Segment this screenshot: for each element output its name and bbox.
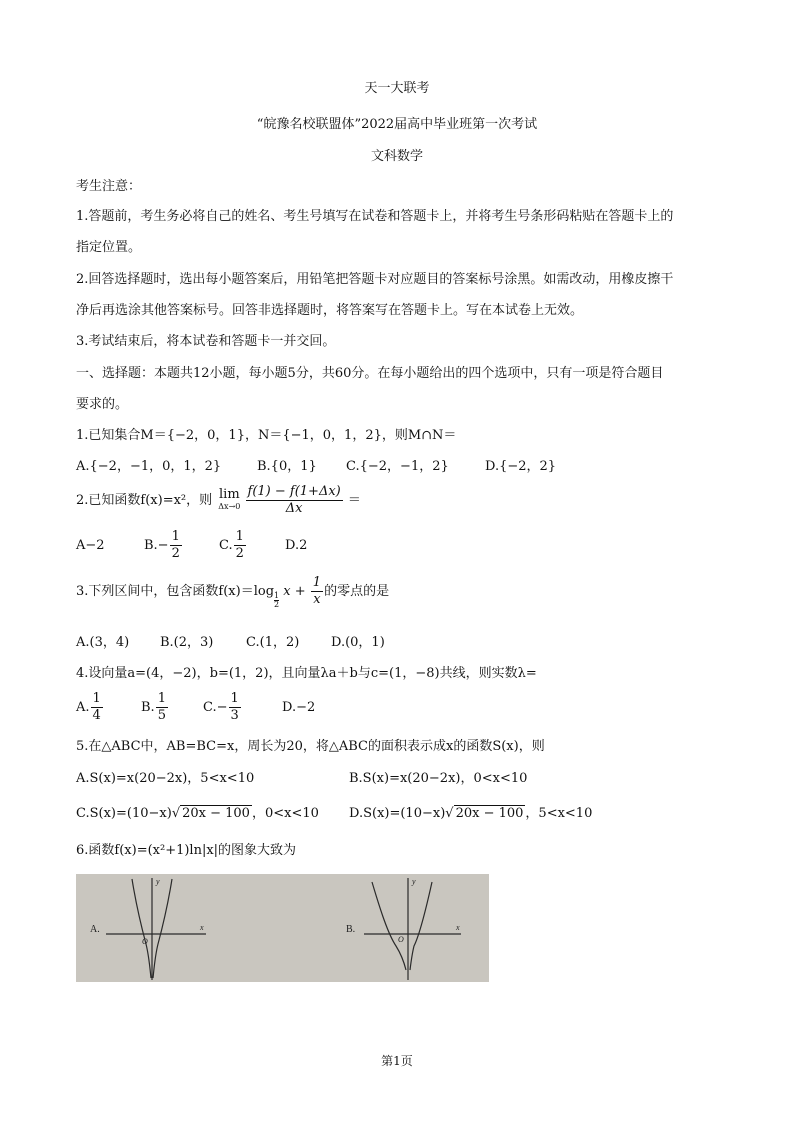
q3-log-base-num: 1 (274, 591, 280, 600)
q6-a-origin: O (142, 937, 148, 946)
q6-b-origin: O (398, 935, 404, 944)
q3-fraction (311, 575, 323, 608)
section-heading-b: 要求的。 (76, 397, 129, 412)
notice-item-2b: 净后再选涂其他答案标号。回答非选择题时，将答案写在答题卡上。写在本试卷上无效。 (76, 303, 584, 318)
q6-graph-b (364, 878, 461, 980)
q2-option-c (219, 527, 247, 565)
q3-frac-den: x (313, 592, 321, 607)
q2-option-b-num: 1 (171, 529, 180, 544)
q3-option-d: D.(0，1) (331, 635, 385, 650)
q5-option-d-prefix: D.S(x)=(10−x) (349, 806, 446, 821)
q3-stem (76, 573, 389, 611)
q1-option-a: A.{−2，−1，0，1，2} (76, 459, 222, 474)
q5-option-c-prefix: C.S(x)=(10−x) (76, 806, 172, 821)
q6-b-curve-right (410, 882, 432, 970)
q6-a-x-label: x (200, 923, 204, 932)
q4-option-a-num: 1 (92, 691, 101, 706)
q4-option-c (203, 689, 242, 727)
q5-option-d-sqrt: √ (445, 806, 454, 821)
q2-option-c-prefix: C. (219, 538, 233, 553)
q3-stem-post: 的零点的是 (324, 584, 390, 599)
q2-option-a: A−2 (76, 538, 105, 553)
q4-option-b-num: 1 (157, 691, 166, 706)
notice-title: 考生注意： (76, 179, 142, 194)
q2-numerator: f(1) − f(1+Δx) (247, 484, 341, 499)
q3-var: x (283, 584, 291, 599)
q4-option-a-prefix: A. (76, 700, 90, 715)
q3-option-b: B.(2，3) (160, 635, 214, 650)
q2-limit (218, 486, 241, 513)
q1-option-b: B.{0，1} (257, 459, 317, 474)
q4-option-a (76, 689, 104, 727)
q2-option-b (144, 527, 183, 565)
q3-plus: + (294, 584, 306, 599)
q4-option-a-den: 4 (92, 708, 101, 723)
notice-item-1a: 1.答题前，考生务必将自己的姓名、考生号填写在试卷和答题卡上，并将考生号条形码粘贴在答题卡上的 (76, 209, 674, 224)
q2-option-c-den: 2 (235, 546, 244, 561)
exam-title: “皖豫名校联盟体”2022届高中毕业班第一次考试 (256, 117, 538, 132)
q1-option-c: C.{−2，−1，2} (346, 459, 449, 474)
q5-option-c (76, 805, 319, 823)
q6-b-y-label: y (412, 877, 416, 886)
q3-option-c: C.(1，2) (246, 635, 300, 650)
q6-b-x-label: x (456, 923, 460, 932)
q3-stem-pre: 3.下列区间中，包含函数f(x)＝ (76, 584, 254, 599)
q2-option-b-prefix: B.− (144, 538, 169, 553)
q6-a-curve-left (132, 879, 151, 978)
notice-item-2a: 2.回答选择题时，选出每小题答案后，用铅笔把答题卡对应题目的答案标号涂黑。如需改动，用橡皮擦干 (76, 272, 674, 287)
q5-option-c-sqrt: √ (171, 806, 181, 821)
section-heading-a: 一、选择题：本题共12小题，每小题5分，共60分。在每小题给出的四个选项中，只有一项是符合题目 (76, 366, 664, 381)
q2-stem-pre: 2.已知函数f(x)=x²，则 (76, 493, 213, 508)
q4-option-b (141, 689, 169, 727)
q1-stem: 1.已知集合M＝{−2，0，1}，N＝{−1，0，1，2}，则M∩N＝ (76, 428, 457, 443)
q3-log: log (253, 584, 275, 599)
q2-stem (76, 482, 361, 520)
q4-option-c-prefix: C.− (203, 700, 228, 715)
q2-option-b-den: 2 (171, 546, 180, 561)
q5-option-d (349, 805, 592, 823)
q5-option-a: A.S(x)=x(20−2x)，5<x<10 (76, 771, 255, 786)
q4-option-b-prefix: B. (141, 700, 155, 715)
q6-label-a: A. (90, 924, 100, 935)
q6-graphs (76, 874, 489, 982)
page-number: 第1页 (381, 1054, 413, 1068)
q4-stem: 4.设向量a=(4，−2)，b=(1，2)，且向量λa＋b与c=(1，−8)共线，则实数λ= (76, 666, 537, 681)
q5-stem: 5.在△ABC中，AB=BC=x，周长为20，将△ABC的面积表示成x的函数S(x)，则 (76, 739, 545, 754)
q3-log-base-den: 2 (274, 600, 280, 609)
q1-option-d: D.{−2，2} (485, 459, 557, 474)
q2-option-d: D.2 (285, 538, 308, 553)
q5-option-d-radicand: 20x − 100 (455, 806, 524, 821)
q2-fraction (246, 484, 343, 517)
q6-a-y-label: y (156, 877, 160, 886)
q5-option-c-range: ，0<x<10 (251, 806, 319, 821)
exam-org: 天一大联考 (364, 81, 430, 96)
q2-lim-sub: Δx→0 (218, 501, 241, 511)
q2-lim-word: lim (219, 486, 240, 502)
q6-stem: 6.函数f(x)=(x²+1)ln|x|的图象大致为 (76, 843, 297, 858)
q5-option-b: B.S(x)=x(20−2x)，0<x<10 (349, 771, 528, 786)
q6-b-curve-left (372, 882, 406, 970)
q4-option-c-den: 3 (230, 708, 239, 723)
q2-denominator: Δx (285, 501, 303, 516)
q4-option-c-num: 1 (230, 691, 239, 706)
q3-log-base (274, 592, 279, 609)
q3-option-a: A.(3，4) (76, 635, 130, 650)
q5-option-d-range: ，5<x<10 (525, 806, 593, 821)
q4-option-d: D.−2 (282, 700, 316, 715)
q4-option-b-den: 5 (157, 708, 166, 723)
q2-option-c-num: 1 (235, 529, 244, 544)
notice-item-1b: 指定位置。 (76, 240, 142, 255)
q6-label-b: B. (346, 924, 356, 935)
q5-option-c-radicand: 20x − 100 (182, 806, 250, 821)
q2-stem-post: ＝ (347, 493, 361, 508)
q6-graph-a (106, 878, 206, 980)
q3-frac-num: 1 (312, 575, 322, 590)
exam-subject: 文科数学 (370, 149, 423, 164)
q6-graph-photo (76, 874, 489, 982)
notice-item-3: 3.考试结束后，将本试卷和答题卡一并交回。 (76, 334, 336, 349)
q6-a-curve-right (153, 879, 172, 978)
